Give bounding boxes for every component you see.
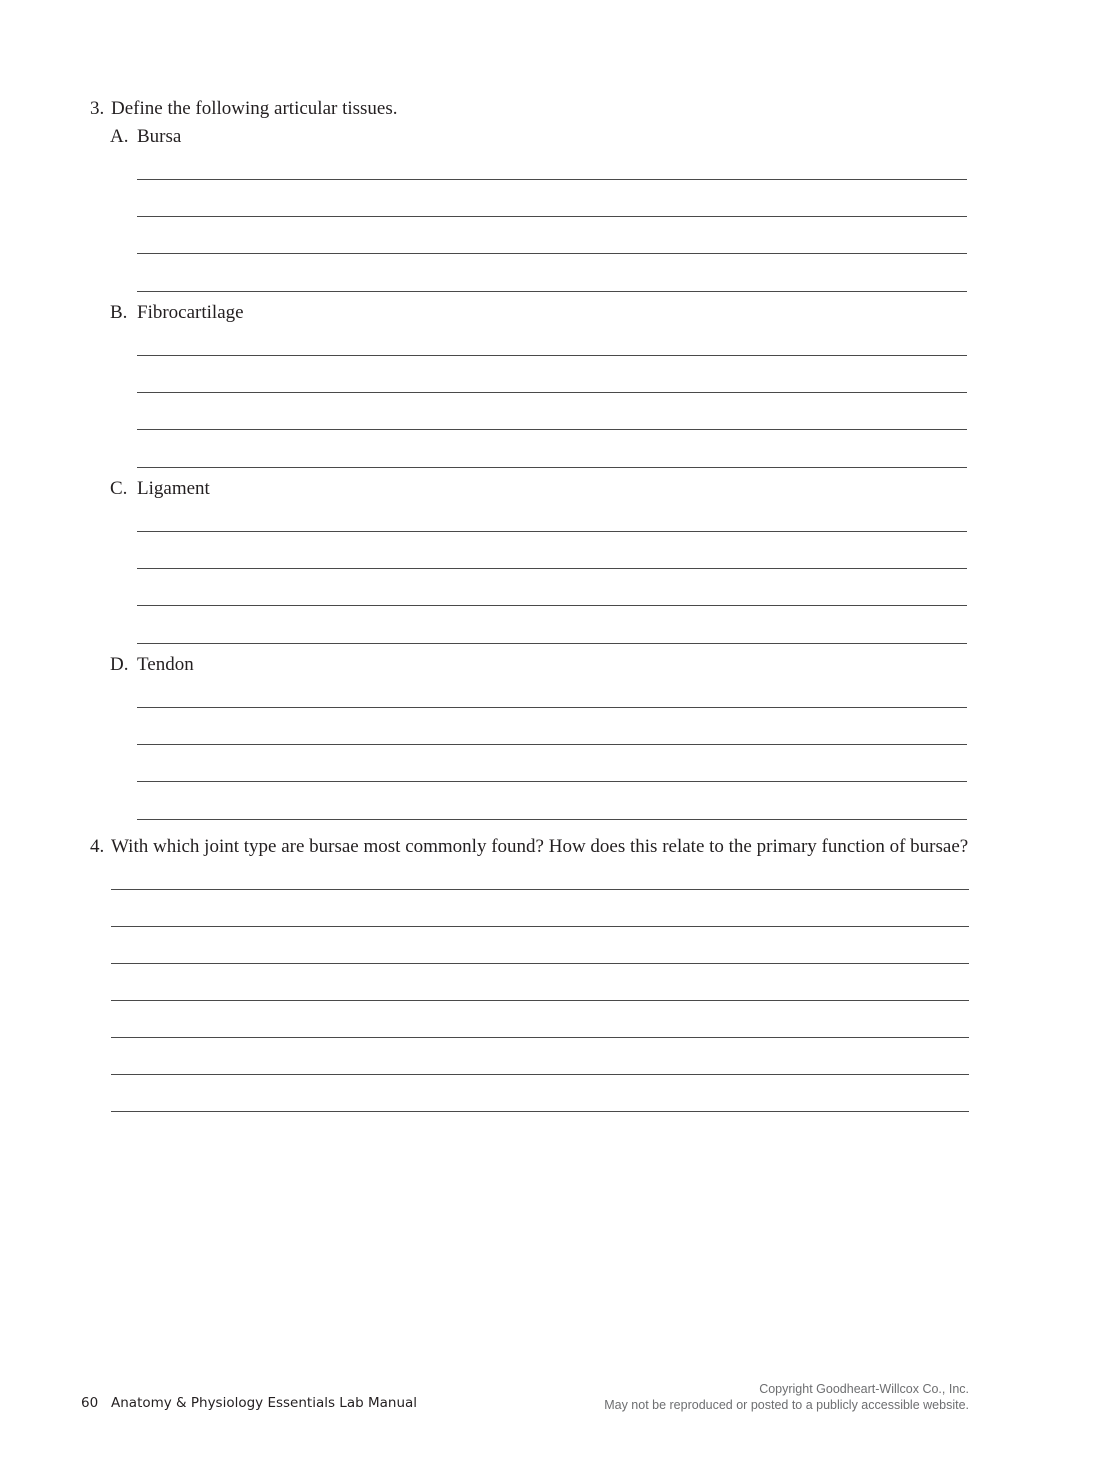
part-c-term: Ligament: [137, 478, 210, 499]
part-c-label: [110, 478, 210, 500]
question-3-text: Define the following articular tissues.: [111, 98, 398, 119]
question-4-answer-line-3[interactable]: [111, 963, 969, 964]
part-d-answer-line-1[interactable]: [137, 707, 967, 708]
part-d-answer-line-3[interactable]: [137, 781, 967, 782]
part-a-answer-line-1[interactable]: [137, 179, 967, 180]
part-a-letter: A.: [110, 126, 129, 147]
part-a-answer-line-2[interactable]: [137, 216, 967, 217]
part-d-term: Tendon: [137, 654, 194, 675]
question-3: [90, 98, 398, 120]
book-title: Anatomy & Physiology Essentials Lab Manual: [111, 1395, 418, 1411]
part-c-answer-line-4[interactable]: [137, 643, 967, 644]
part-b-label: [110, 302, 244, 324]
question-3-number: 3.: [90, 98, 105, 119]
part-b-answer-line-3[interactable]: [137, 429, 967, 430]
copyright-text: Copyright Goodheart-Willcox Co., Inc.: [759, 1382, 969, 1396]
part-d-answer-line-4[interactable]: [137, 819, 967, 820]
part-c-answer-line-2[interactable]: [137, 568, 967, 569]
part-b-answer-line-4[interactable]: [137, 467, 967, 468]
question-4-text: With which joint type are bursae most commonly found? How does this relate to the primary function of bursae?: [111, 836, 969, 857]
question-4: [90, 836, 968, 858]
question-4-answer-line-7[interactable]: [111, 1111, 969, 1112]
part-a-answer-line-4[interactable]: [137, 291, 967, 292]
part-b-answer-line-1[interactable]: [137, 355, 967, 356]
part-c-letter: C.: [110, 478, 128, 499]
part-a-answer-line-3[interactable]: [137, 253, 967, 254]
page-number: 60: [81, 1395, 99, 1411]
question-4-answer-line-6[interactable]: [111, 1074, 969, 1075]
part-d-label: [110, 654, 194, 676]
part-c-answer-line-1[interactable]: [137, 531, 967, 532]
footer-right: [604, 1381, 969, 1413]
question-4-answer-line-4[interactable]: [111, 1000, 969, 1001]
part-b-answer-line-2[interactable]: [137, 392, 967, 393]
question-4-answer-line-5[interactable]: [111, 1037, 969, 1038]
question-4-number: 4.: [90, 836, 105, 857]
part-d-letter: D.: [110, 654, 129, 675]
part-b-letter: B.: [110, 302, 128, 323]
question-4-answer-line-1[interactable]: [111, 889, 969, 890]
part-a-term: Bursa: [137, 126, 182, 147]
question-4-answer-line-2[interactable]: [111, 926, 969, 927]
part-c-answer-line-3[interactable]: [137, 605, 967, 606]
footer-left: [81, 1395, 417, 1411]
part-d-answer-line-2[interactable]: [137, 744, 967, 745]
part-b-term: Fibrocartilage: [137, 302, 244, 323]
reproduction-notice: May not be reproduced or posted to a publicly accessible website.: [604, 1398, 969, 1412]
part-a-label: [110, 126, 181, 148]
